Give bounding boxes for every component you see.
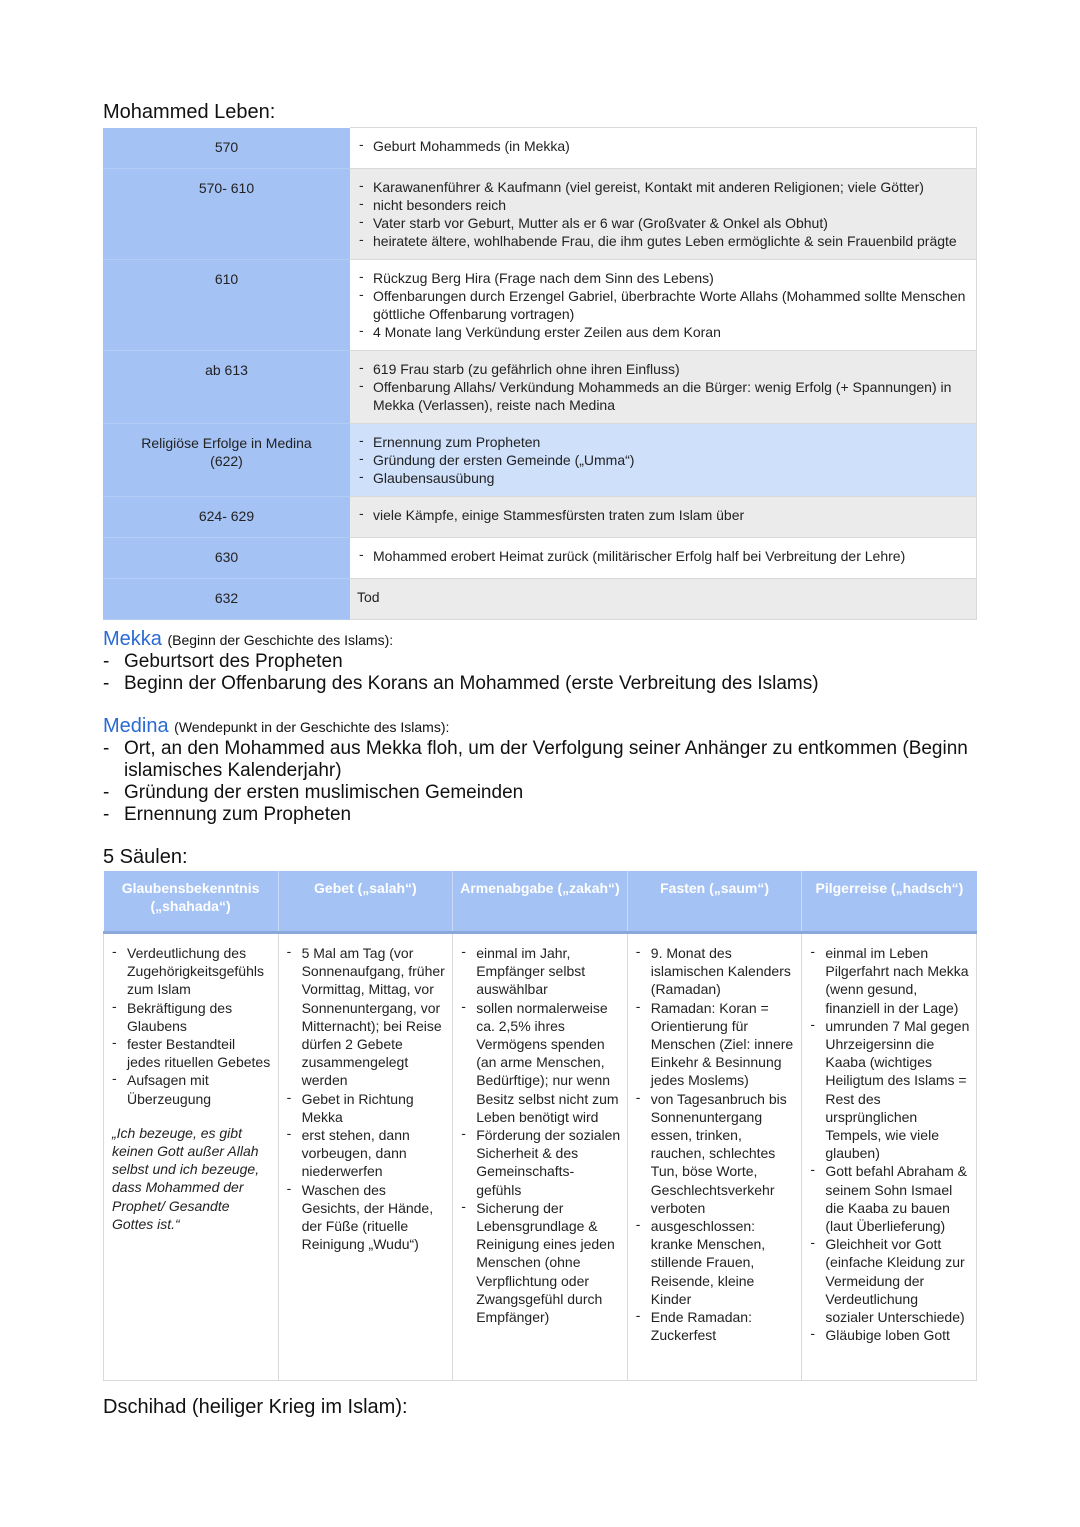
list-item: - Bekräftigung des Glaubens (112, 999, 272, 1035)
mekka-title: Mekka (103, 628, 162, 650)
shahada-quote: „Ich bezeuge, es gibt keinen Gott außer Allah selbst und ich bezeuge, dass Mohammed der Prophet/ Gesandte Gottes ist.“ (112, 1124, 260, 1232)
list-item: - umrunden 7 Mal gegen Uhrzeigersinn die Kaaba (wichtiges Heiligtum des Islams = Rest des ursprünglichen Tempels, wie viele glauben) (810, 1017, 970, 1163)
column-header: Fasten („saum“) (627, 871, 802, 933)
table-row (103, 579, 977, 620)
list-item: - Glaubensausübung (359, 469, 968, 487)
table-row (103, 497, 977, 538)
medina-section (103, 715, 983, 826)
event-cell (350, 128, 977, 169)
column-header: Glaubensbekenntnis („shahada“) (104, 871, 279, 933)
list-item: - Ernennung zum Propheten (359, 433, 968, 451)
year-cell: Religiöse Erfolge in Medina (622) (103, 424, 350, 497)
pillar-cell (278, 933, 453, 1381)
header-row (104, 871, 977, 933)
mekka-list (103, 651, 983, 695)
list-item: - Ende Ramadan: Zuckerfest (636, 1308, 796, 1344)
event-cell (350, 538, 977, 579)
medina-heading (103, 715, 983, 738)
list-item: - Gründung der ersten Gemeinde („Umma“) (359, 451, 968, 469)
medina-title: Medina (103, 715, 169, 737)
year-cell: 570- 610 (103, 169, 350, 260)
list-item: - Rückzug Berg Hira (Frage nach dem Sinn des Lebens) (359, 269, 968, 287)
year-cell: 610 (103, 260, 350, 351)
column-header: Gebet („salah“) (278, 871, 453, 933)
list-item: - Beginn der Offenbarung des Korans an Mohammed (erste Verbreitung des Islams) (103, 673, 983, 695)
list-item: - Aufsagen mit Überzeugung (112, 1071, 272, 1107)
pillars-table (103, 871, 977, 1381)
event-cell (350, 351, 977, 424)
list-item: - 9. Monat des islamischen Kalenders (Ramadan) (636, 944, 796, 999)
pillar-cell (802, 933, 977, 1381)
list-item: - Förderung der sozialen Sicherheit & des Gemeinschafts- gefühls (461, 1126, 621, 1199)
table-row (103, 351, 977, 424)
year-cell: 632 (103, 579, 350, 620)
list-item: - Mohammed erobert Heimat zurück (militärischer Erfolg half bei Verbreitung der Lehre) (359, 547, 968, 565)
list-item: - Ernennung zum Propheten (103, 804, 983, 826)
mekka-section (103, 628, 983, 695)
event-cell (350, 424, 977, 497)
list-item: - Gläubige loben Gott (810, 1326, 970, 1344)
list-item: - Verdeutlichung des Zugehörigkeitsgefühls zum Islam (112, 944, 272, 999)
pillar-cell (627, 933, 802, 1381)
list-item: - Gott befahl Abraham & seinem Sohn Ismael die Kaaba zu bauen (laut Überlieferung) (810, 1162, 970, 1235)
list-item: - Geburtsort des Propheten (103, 651, 983, 673)
medina-note: (Wendepunkt in der Geschichte des Islams): (174, 719, 450, 735)
event-cell (350, 169, 977, 260)
table-row (103, 538, 977, 579)
list-item: - Gründung der ersten muslimischen Gemeinden (103, 782, 983, 804)
table-row (103, 260, 977, 351)
list-item: - 619 Frau starb (zu gefährlich ohne ihren Einfluss) (359, 360, 968, 378)
saeulen-title: 5 Säulen: (103, 846, 188, 868)
list-item: - erst stehen, dann vorbeugen, dann niederwerfen (287, 1126, 447, 1181)
list-item: - Offenbarung Allahs/ Verkündung Mohammeds an die Bürger: wenig Erfolg (+ Spannungen) in Mekka (Verlassen), reiste nach Medina (359, 378, 968, 414)
leben-table (103, 127, 977, 620)
table-row (103, 128, 977, 169)
mekka-note: (Beginn der Geschichte des Islams): (167, 632, 394, 648)
pillar-cell (453, 933, 628, 1381)
list-item: - ausgeschlossen: kranke Menschen, stillende Frauen, Reisende, kleine Kinder (636, 1217, 796, 1308)
event-cell (350, 497, 977, 538)
list-item: - 4 Monate lang Verkündung erster Zeilen aus dem Koran (359, 323, 968, 341)
list-item: - von Tagesanbruch bis Sonnenuntergang essen, trinken, rauchen, schlechtes Tun, böse Worte, Geschlechtsverkehr verboten (636, 1090, 796, 1217)
list-item: - Ramadan: Koran = Orientierung für Menschen (Ziel: innere Einkehr & Besinnung jedes Moslems) (636, 999, 796, 1090)
list-item: - Gleichheit vor Gott (einfache Kleidung zur Vermeidung der Verdeutlichung sozialer Unterschiede) (810, 1235, 970, 1326)
column-header: Armenabgabe („zakah“) (453, 871, 628, 933)
list-item: - heiratete ältere, wohlhabende Frau, die ihm gutes Leben ermöglichte & sein Frauenbild prägte (359, 232, 968, 250)
list-item: - nicht besonders reich (359, 196, 968, 214)
year-cell: 624- 629 (103, 497, 350, 538)
list-item: - 5 Mal am Tag (vor Sonnenaufgang, früher Vormittag, Mittag, vor Sonnenuntergang, vor Mitternacht); bei Reise dürfen 2 Gebete zusammengelegt werden (287, 944, 447, 1090)
list-item: - viele Kämpfe, einige Stammesfürsten traten zum Islam über (359, 506, 968, 524)
year-cell: 570 (103, 128, 350, 169)
leben-title: Mohammed Leben: (103, 101, 276, 123)
list-item: - einmal im Jahr, Empfänger selbst auswählbar (461, 944, 621, 999)
list-item: - einmal im Leben Pilgerfahrt nach Mekka (wenn gesund, finanziell in der Lage) (810, 944, 970, 1017)
dschihad-title: Dschihad (heiliger Krieg im Islam): (103, 1396, 408, 1418)
list-item: - Waschen des Gesichts, der Hände, der Füße (rituelle Reinigung „Wudu“) (287, 1181, 447, 1254)
list-item: - Karawanenführer & Kaufmann (viel gereist, Kontakt mit anderen Religionen; viele Götter) (359, 178, 968, 196)
table-row (103, 169, 977, 260)
list-item: - Ort, an den Mohammed aus Mekka floh, um der Verfolgung seiner Anhänger zu entkommen (Beginn islamisches Kalenderjahr) (103, 738, 983, 782)
event-cell: Tod (350, 579, 977, 620)
table-row (104, 933, 977, 1381)
list-item: - Geburt Mohammeds (in Mekka) (359, 137, 968, 155)
pillar-cell (104, 933, 279, 1381)
column-header: Pilgerreise („hadsch“) (802, 871, 977, 933)
year-cell: 630 (103, 538, 350, 579)
year-cell: ab 613 (103, 351, 350, 424)
mekka-heading (103, 628, 983, 651)
list-item: - Offenbarungen durch Erzengel Gabriel, überbrachte Worte Allahs (Mohammed sollte Menschen göttliche Offenbarung vortragen) (359, 287, 968, 323)
event-cell (350, 260, 977, 351)
table-row (103, 424, 977, 497)
list-item: - fester Bestandteil jedes rituellen Gebetes (112, 1035, 272, 1071)
list-item: - sollen normalerweise ca. 2,5% ihres Vermögens spenden (an arme Menschen, Bedürftige); nur wenn Besitz selbst nicht zum Leben benötigt wird (461, 999, 621, 1126)
list-item: - Vater starb vor Geburt, Mutter als er 6 war (Großvater & Onkel als Obhut) (359, 214, 968, 232)
list-item: - Sicherung der Lebensgrundlage & Reinigung eines jeden Menschen (ohne Verpflichtung oder Zwangsgefühl durch Empfänger) (461, 1199, 621, 1326)
medina-list (103, 738, 983, 826)
list-item: - Gebet in Richtung Mekka (287, 1090, 447, 1126)
